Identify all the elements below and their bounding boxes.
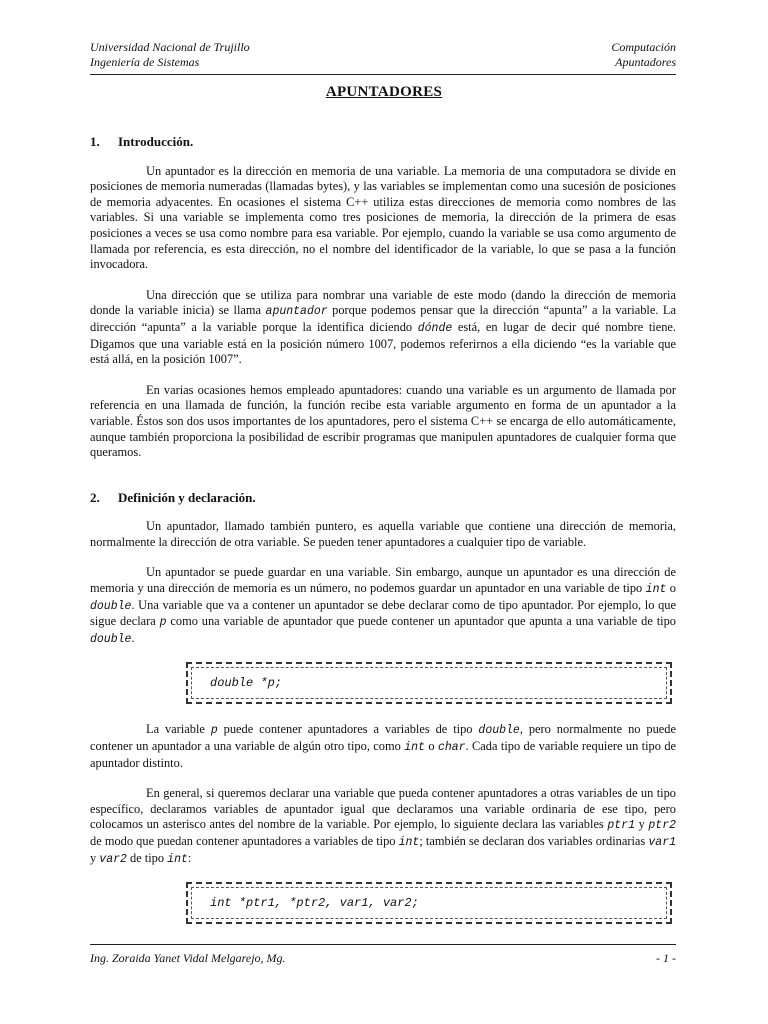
paragraph: Un apuntador, llamado también puntero, es aquella variable que contiene una dirección de memoria, normalmente la dirección de otra variable. Se pueden tener apuntadores a cualquier tipo de variable. [90, 519, 676, 549]
code-term: int [404, 741, 425, 755]
text-run: Un apuntador se puede guardar en una variable. Sin embargo, aunque un apuntador es una dirección de memoria y una dirección de memoria es un número, no podemos guardar un apuntador en una variable de tipo [90, 565, 676, 596]
code-term: p [159, 616, 167, 630]
code-block [186, 662, 672, 704]
section-title: Introducción. [118, 134, 194, 149]
page-title: APUNTADORES [325, 84, 443, 100]
text-run: como una variable de apuntador que puede contener un apuntador que apunta a una variable de tipo [166, 614, 676, 629]
text-run: porque podemos pensar que la dirección “apunta” a la variable. La dirección “apunta” a la variable porque la identifica diciendo [90, 303, 676, 334]
document-body [90, 134, 676, 942]
paragraph: En varias ocasiones hemos empleado apuntadores: cuando una variable es un argumento de llamada por referencia en una llamada de función, la función recibe esta variable argumento en forma de un apuntador a la variable. Éstos son dos usos importantes de los apuntadores, pero el sistema C++ se encarga de ello automáticamente, aunque también proporciona la posibilidad de escribir programas que manipulen apuntadores de cualquier forma que queramos. [90, 382, 676, 460]
section-number: 2. [90, 489, 100, 505]
code-block [186, 882, 672, 924]
text-run: de tipo [126, 850, 168, 865]
code-term: ptr2 [648, 819, 677, 833]
text-run: : [187, 850, 192, 865]
page-header [90, 40, 676, 75]
code-term: double [90, 632, 132, 646]
section-title: Definición y declaración. [118, 489, 256, 505]
text-run: y [90, 850, 100, 865]
header-right [611, 40, 676, 70]
code-term: p [210, 724, 218, 738]
text-run: está, en lugar de decir qué nombre tiene. Digamos que una variable está en la posición número 1007, podemos referirnos a ella diciendo “es la variable que está allá, en la posición 1007”. [90, 319, 676, 367]
page-number: - 1 - [656, 951, 676, 965]
text-run: o [666, 581, 676, 596]
code-term: var2 [99, 852, 127, 866]
header-university: Universidad Nacional de Trujillo [90, 40, 250, 54]
text-run: y [634, 817, 649, 832]
text-run: de modo que puedan contener apuntadores a variables de tipo [90, 834, 399, 848]
section-heading-2 [90, 490, 676, 506]
text-run: , pero normalmente no puede contener un apuntador a una variable de algún otro tipo, como [90, 722, 676, 754]
paragraph [90, 565, 676, 647]
header-school: Ingeniería de Sistemas [90, 55, 200, 69]
code-line: double *p; [191, 667, 667, 699]
header-topic: Apuntadores [615, 55, 676, 69]
header-course: Computación [611, 40, 676, 54]
paragraph [90, 786, 676, 867]
footer-author: Ing. Zoraida Yanet Vidal Melgarejo, Mg. [90, 951, 286, 965]
text-run: o [424, 739, 438, 754]
text-run: En general, si queremos declarar una variable que pueda contener apuntadores a otras variables de un tipo específico, declaramos variables de apuntador igual que declaramos una variable ordinaria de ese tipo, pero colocamos un asterisco antes del nombre de la variable. Por ejemplo, lo siguiente declara las variables [90, 786, 676, 832]
code-term: int [398, 836, 420, 849]
code-term: char [437, 741, 466, 755]
paragraph: Un apuntador es la dirección en memoria de una variable. La memoria de una computadora se divide en posiciones de memoria numeradas (llamadas bytes), y las variables se implementan como una sucesión de posiciones de memoria adyacentes. En ocasiones el sistema C++ utiliza estas direcciones de memoria como nombres de las variables. Si una variable se implementa como tres posiciones de memoria, la dirección de la primera de esas posiciones a veces se usa como nombre para esa variable. Por ejemplo, cuando la variable se usa como argumento de llamada por referencia, es esta dirección, no el nombre del identificador de la variable, lo que se pasa a la función invocadora. [90, 163, 676, 272]
code-line: int *ptr1, *ptr2, var1, var2; [191, 887, 667, 919]
code-term: ptr1 [607, 819, 635, 833]
text-run: . Una variable que va a contener un apuntador se debe declarar como de tipo apuntador. Por ejemplo, lo que sigue declara [90, 597, 676, 629]
paragraph [90, 288, 676, 368]
section-number: 1. [90, 134, 100, 149]
header-left [90, 40, 250, 70]
text-run: La variable [146, 722, 211, 737]
code-term: dónde [417, 321, 453, 335]
page-footer [90, 944, 676, 966]
code-term: int [645, 583, 667, 597]
text-run: puede contener apuntadores a variables de tipo [217, 722, 479, 737]
text-run: . [131, 630, 135, 645]
text-run: . Cada tipo de variable requiere un tipo de apuntador distinto. [90, 739, 677, 770]
code-term: double [90, 599, 132, 613]
code-term: double [478, 724, 520, 738]
code-term: int [167, 852, 188, 866]
text-run: Una dirección que se utiliza para nombrar una variable de este modo (dando la dirección de memoria donde la variable inicia) se llama [90, 287, 676, 318]
section-heading-1 [90, 134, 676, 150]
code-term: var1 [648, 836, 676, 849]
code-term: apuntador [265, 305, 328, 319]
text-run: ; también se declaran dos variables ordinarias [419, 834, 649, 848]
paragraph [90, 722, 676, 771]
